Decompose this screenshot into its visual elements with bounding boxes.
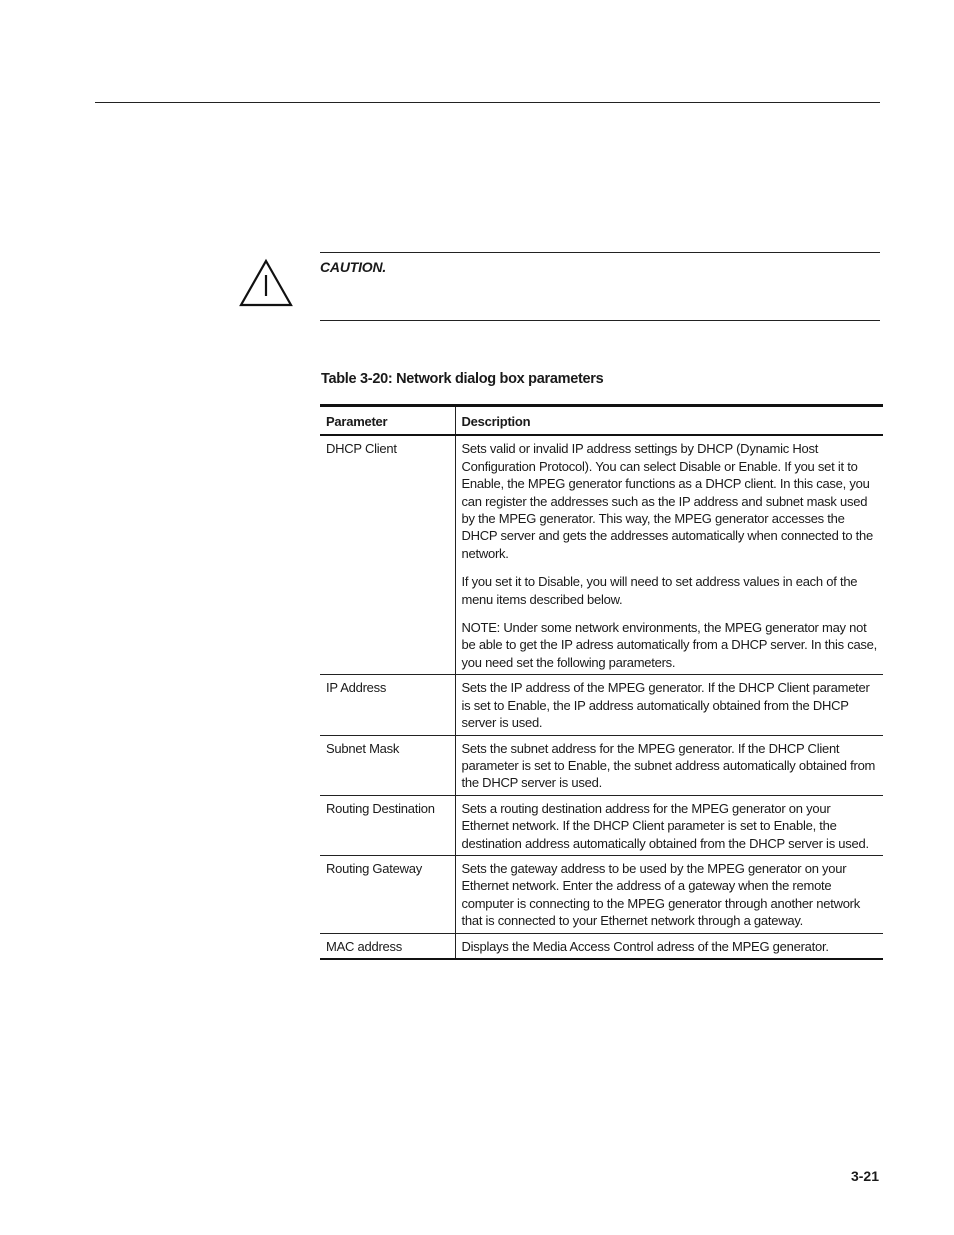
parameter-name: MAC address <box>320 933 455 959</box>
caution-notice <box>238 252 880 322</box>
description-paragraph: Sets the gateway address to be used by the MPEG generator on your Ethernet network. Enter the address of a gateway when the remote computer is connecting to the MPEG generator through another network that is connected to your Ethernet network through a gateway. <box>461 860 861 929</box>
table-header-row <box>320 406 883 436</box>
description-paragraph: Sets valid or invalid IP address settings by DHCP (Dynamic Host Configuration Protocol). You can select Disable or Enable. If you set it to Enable, the MPEG generator functions as a DHCP client. In this case, you can register the addresses such as the IP address and subnet mask used by the MPEG generator. This way, the MPEG generator accesses the DHCP server and gets the addresses automatically when connected to the network. <box>461 441 873 561</box>
caution-top-rule <box>320 252 880 253</box>
parameter-name: DHCP Client <box>320 435 455 674</box>
parameter-name: Routing Gateway <box>320 855 455 933</box>
description-note: NOTE: Under some network environments, the MPEG generator may not be able to get the IP adress automatically from a DHCP server. In this case, you need set the following parameters. <box>461 620 878 670</box>
description-paragraph: Sets the subnet address for the MPEG generator. If the DHCP Client parameter is set to Enable, the subnet address automatically obtained from the DHCP server is used. <box>461 740 876 791</box>
header-rule <box>95 102 880 103</box>
description-paragraph: Sets the IP address of the MPEG generator. If the DHCP Client parameter is set to Enable, the IP address automatically obtained from the DHCP server is used. <box>461 680 870 731</box>
table-row <box>320 933 883 959</box>
parameter-description <box>455 675 883 735</box>
description-paragraph: Displays the Media Access Control adress of the MPEG generator. <box>461 938 829 954</box>
parameter-description <box>455 735 883 795</box>
parameter-description <box>455 855 883 933</box>
description-column-header: Description <box>455 406 883 436</box>
description-paragraph: Sets a routing destination address for the MPEG generator on your Ethernet network. If the DHCP Client parameter is set to Enable, the destination address automatically obtained from the DHCP server is used. <box>461 800 869 851</box>
table-row <box>320 675 883 735</box>
parameter-description <box>455 795 883 855</box>
table-row <box>320 795 883 855</box>
parameter-description <box>455 933 883 959</box>
parameter-name: IP Address <box>320 675 455 735</box>
network-parameters-table <box>320 404 883 960</box>
parameter-name: Subnet Mask <box>320 735 455 795</box>
caution-label: CAUTION. <box>320 259 387 275</box>
parameter-description <box>455 435 883 674</box>
caution-bottom-rule <box>320 320 880 321</box>
parameter-column-header: Parameter <box>320 406 455 436</box>
parameter-name: Routing Destination <box>320 795 455 855</box>
table-row <box>320 735 883 795</box>
table-row <box>320 435 883 674</box>
table-title: Table 3-20: Network dialog box parameters <box>321 371 604 387</box>
page-number: 3-21 <box>850 1168 879 1184</box>
table-row <box>320 855 883 933</box>
description-paragraph: If you set it to Disable, you will need to set address values in each of the menu items described below. <box>461 574 858 607</box>
warning-triangle-icon <box>238 258 294 308</box>
